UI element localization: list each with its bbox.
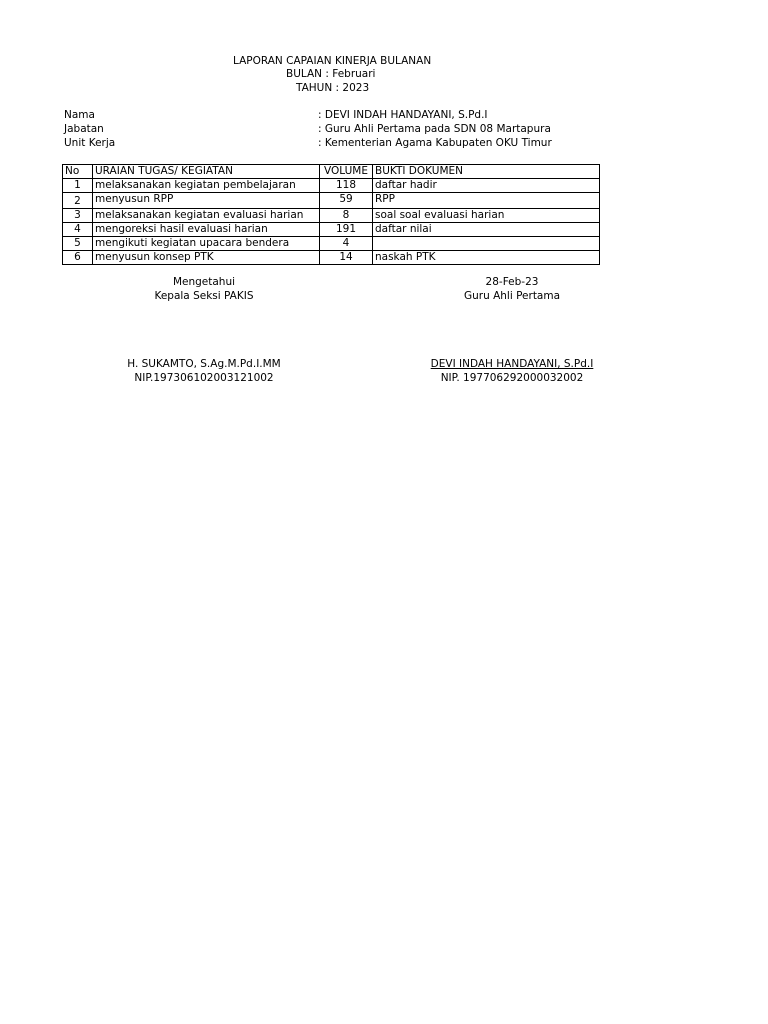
- col-header-uraian: URAIAN TUGAS/ KEGIATAN: [93, 165, 320, 179]
- cell-volume: 118: [320, 179, 373, 193]
- cell-bukti: daftar nilai: [373, 223, 600, 237]
- col-header-no: No: [63, 165, 93, 179]
- info-value-unit-kerja: : Kementerian Agama Kabupaten OKU Timur: [318, 137, 552, 149]
- cell-bukti: naskah PTK: [373, 251, 600, 265]
- report-month: BULAN : Februari: [286, 68, 376, 80]
- report-year: TAHUN : 2023: [296, 82, 370, 94]
- cell-no: 4: [63, 223, 93, 237]
- sig-right-date: 28-Feb-23: [485, 276, 539, 288]
- activity-table: [62, 164, 600, 265]
- cell-uraian: menyusun RPP: [93, 193, 320, 209]
- col-header-volume: VOLUME: [320, 165, 373, 179]
- cell-no: 1: [63, 179, 93, 193]
- cell-volume: 191: [320, 223, 373, 237]
- sig-left-nip: NIP.197306102003121002: [134, 372, 274, 384]
- info-label-unit-kerja: Unit Kerja: [64, 137, 116, 149]
- cell-no: 6: [63, 251, 93, 265]
- table-row: [63, 209, 600, 223]
- cell-uraian: mengikuti kegiatan upacara bendera: [93, 237, 320, 251]
- table-row: [63, 193, 600, 209]
- table-row: [63, 223, 600, 237]
- cell-volume: 59: [320, 193, 373, 209]
- table-header-row: [63, 165, 600, 179]
- table-row: [63, 179, 600, 193]
- info-value-nama: : DEVI INDAH HANDAYANI, S.Pd.I: [318, 109, 488, 121]
- sig-right-nip: NIP. 197706292000032002: [440, 372, 584, 384]
- sig-left-name: H. SUKAMTO, S.Ag.M.Pd.I.MM: [127, 358, 281, 370]
- cell-volume: 8: [320, 209, 373, 223]
- info-label-nama: Nama: [64, 109, 95, 121]
- cell-uraian: mengoreksi hasil evaluasi harian: [93, 223, 320, 237]
- sig-right-position: Guru Ahli Pertama: [463, 290, 561, 302]
- col-header-bukti: BUKTI DOKUMEN: [373, 165, 600, 179]
- cell-bukti: RPP: [373, 193, 600, 209]
- info-value-jabatan: : Guru Ahli Pertama pada SDN 08 Martapura: [318, 123, 551, 135]
- cell-volume: 4: [320, 237, 373, 251]
- cell-uraian: melaksanakan kegiatan evaluasi harian: [93, 209, 320, 223]
- cell-no: 2: [63, 193, 93, 209]
- info-label-jabatan: Jabatan: [64, 123, 104, 135]
- report-title: LAPORAN CAPAIAN KINERJA BULANAN: [233, 55, 432, 67]
- cell-volume: 14: [320, 251, 373, 265]
- cell-uraian: melaksanakan kegiatan pembelajaran: [93, 179, 320, 193]
- sig-left-position: Kepala Seksi PAKIS: [154, 290, 254, 302]
- table-row: [63, 251, 600, 265]
- table-row: [63, 237, 600, 251]
- sig-right-name: DEVI INDAH HANDAYANI, S.Pd.I: [430, 358, 594, 370]
- cell-no: 3: [63, 209, 93, 223]
- cell-bukti: daftar hadir: [373, 179, 600, 193]
- cell-no: 5: [63, 237, 93, 251]
- cell-uraian: menyusun konsep PTK: [93, 251, 320, 265]
- cell-bukti: soal soal evaluasi harian: [373, 209, 600, 223]
- cell-bukti: [373, 237, 600, 251]
- sig-left-mengetahui: Mengetahui: [172, 276, 236, 288]
